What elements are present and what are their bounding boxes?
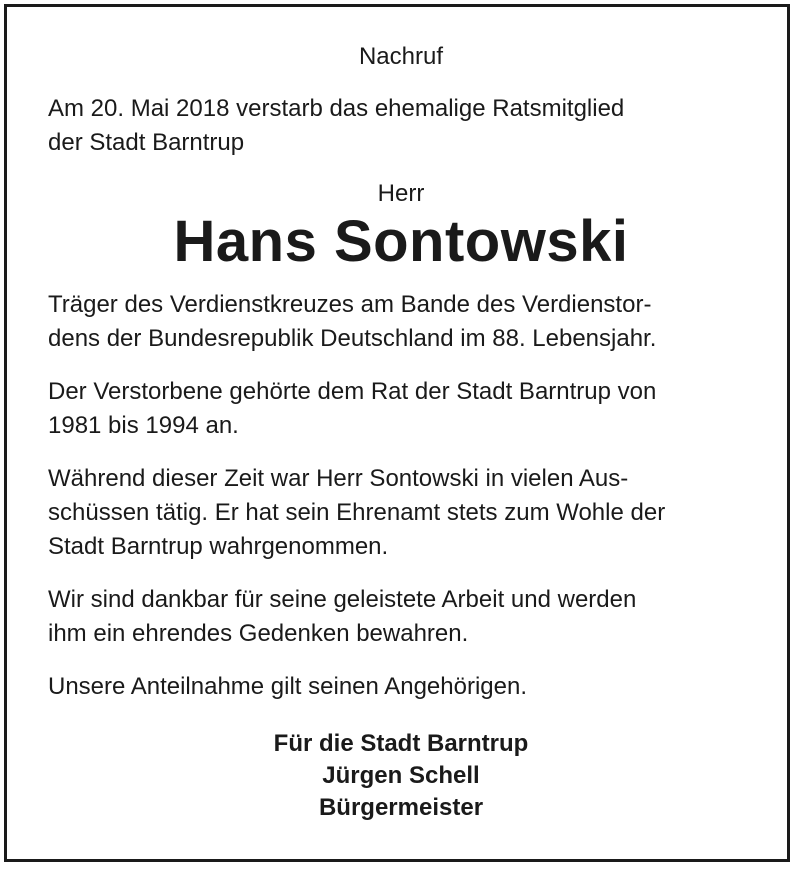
signature-role: Bürgermeister [318, 794, 484, 821]
paragraph-gratitude-line-1: Wir sind dankbar für seine geleistete Arbeit und werden [48, 586, 637, 613]
paragraph-condolence-line-1: Unsere Anteilnahme gilt seinen Angehörigen. [48, 673, 527, 700]
paragraph-council-line-1: Der Verstorbene gehörte dem Rat der Stadt Barntrup von [48, 378, 657, 405]
paragraph-committees [48, 462, 754, 564]
spacer [48, 356, 754, 375]
paragraph-committees-line-2: schüssen tätig. Er hat sein Ehrenamt stets zum Wohle der [48, 499, 666, 526]
spacer [48, 564, 754, 583]
paragraph-council [48, 375, 754, 443]
deceased-name: Hans Sontowski [173, 209, 629, 274]
signature-person: Jürgen Schell [322, 762, 480, 789]
obituary-heading: Nachruf [358, 43, 444, 70]
paragraph-award-line-1: Träger des Verdienstkreuzes am Bande des Verdienstor- [48, 291, 652, 318]
paragraph-award [48, 288, 754, 356]
honorific: Herr [377, 180, 425, 207]
paragraph-condolence [48, 670, 754, 704]
paragraph-committees-line-1: Während dieser Zeit war Herr Sontowski in vielen Aus- [48, 465, 629, 492]
signature-block [48, 728, 754, 824]
intro-line-1: Am 20. Mai 2018 verstarb das ehemalige Ratsmitglied [48, 95, 625, 122]
spacer [48, 651, 754, 670]
obituary-content [48, 40, 754, 824]
signature-organization: Für die Stadt Barntrup [273, 730, 529, 757]
paragraph-gratitude-line-2: ihm ein ehrendes Gedenken bewahren. [48, 620, 469, 647]
spacer [48, 443, 754, 462]
intro-line-2: der Stadt Barntrup [48, 129, 245, 156]
paragraph-council-line-2: 1981 bis 1994 an. [48, 412, 239, 439]
paragraph-award-line-2: dens der Bundesrepublik Deutschland im 88. Lebensjahr. [48, 325, 657, 352]
intro-paragraph [48, 92, 754, 160]
paragraph-committees-line-3: Stadt Barntrup wahrgenommen. [48, 533, 389, 560]
paragraph-gratitude [48, 583, 754, 651]
